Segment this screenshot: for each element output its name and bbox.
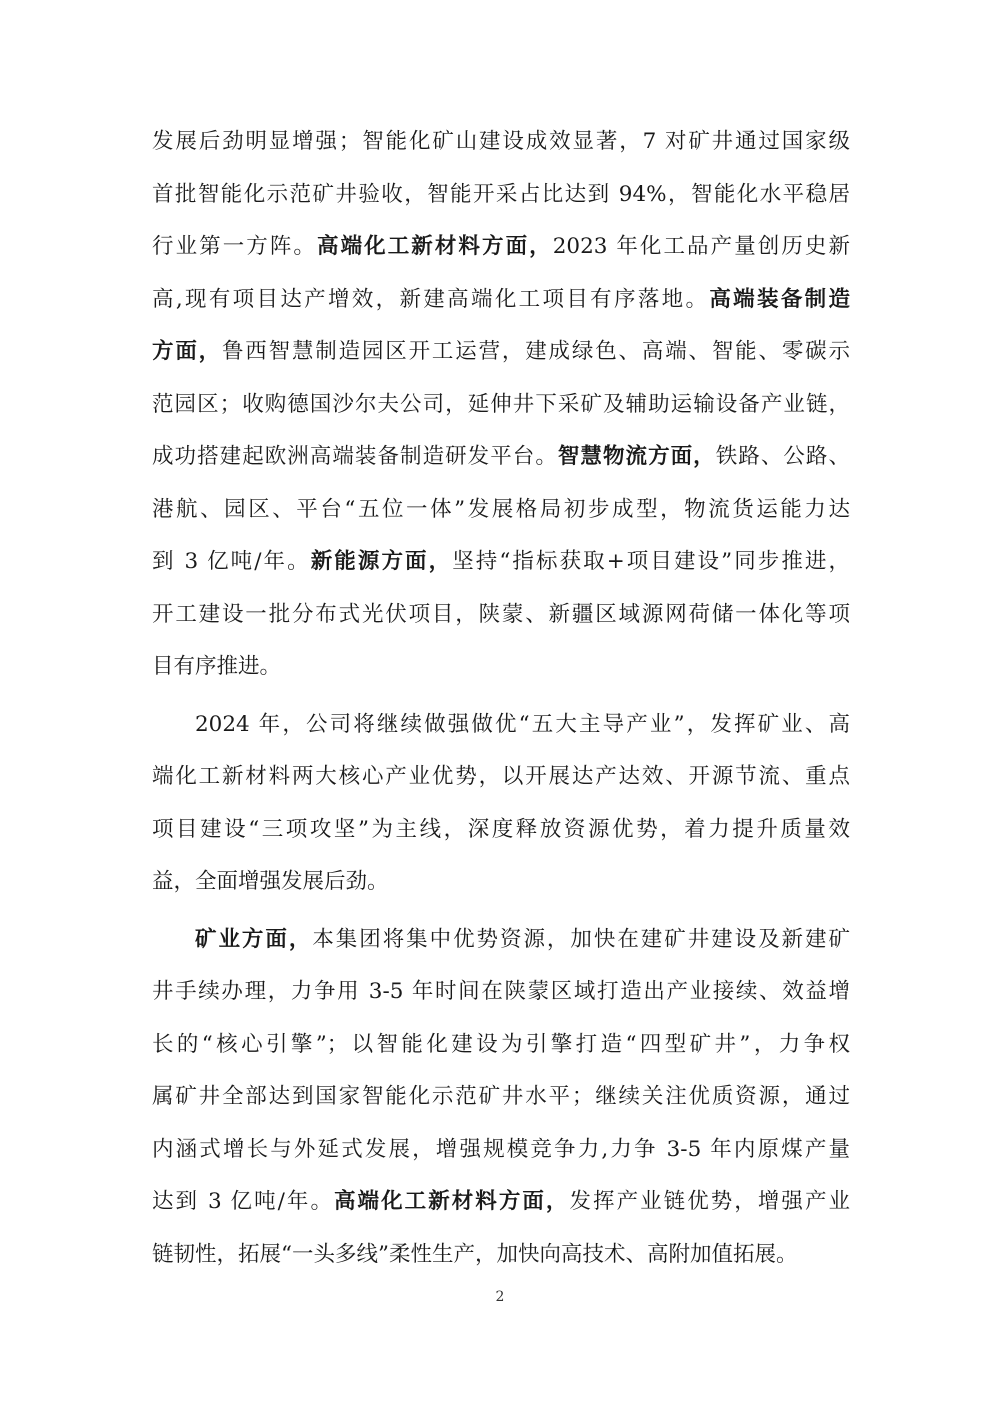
heading-mining: 矿业方面，	[195, 926, 313, 952]
heading-equipment-manufacturing: 高端装备制造	[709, 286, 850, 312]
text-line: 首批智能化示范矿井验收，智能开采占比达到 94%，智能化水平稳居	[152, 181, 850, 207]
heading-new-energy: 新能源方面，	[310, 549, 453, 574]
paragraph-mining-plan	[152, 914, 850, 1282]
page-number: 2	[495, 1289, 505, 1305]
text-line: 方面，鲁西智慧制造园区开工运营，建成绿色、高端、智能、零碳示	[152, 339, 850, 364]
text-line: 长的“核心引擎”；以智能化建设为引擎打造“四型矿井”，力争权	[152, 1031, 850, 1057]
text-line: 项目建设“三项攻坚”为主线，深度释放资源优势，着力提升质量效	[152, 816, 850, 842]
text-line: 目有序推进。	[152, 654, 282, 679]
text-line: 矿业方面，本集团将集中优势资源，加快在建矿井建设及新建矿	[195, 926, 850, 952]
text-line: 港航、园区、平台“五位一体”发展格局初步成型，物流货运能力达	[152, 496, 850, 522]
heading-smart-logistics: 智慧物流方面，	[557, 444, 716, 469]
text-line: 链韧性，拓展“一头多线”柔性生产，加快向高技术、高附加值拓展。	[152, 1241, 798, 1267]
text-line: 到 3 亿吨/年。新能源方面，坚持“指标获取+项目建设”同步推进，	[152, 549, 850, 574]
paragraph-2024-plan	[152, 699, 850, 909]
text-line: 端化工新材料两大核心产业优势，以开展达产达效、开源节流、重点	[152, 764, 850, 789]
paragraph-industry-progress	[152, 116, 850, 694]
text-line: 内涵式增长与外延式发展，增强规模竞争力,力争 3-5 年内原煤产量	[152, 1136, 850, 1162]
text-line: 发展后劲明显增强；智能化矿山建设成效显著，7 对矿井通过国家级	[152, 129, 850, 154]
text-line: 成功搭建起欧洲高端装备制造研发平台。智慧物流方面，铁路、公路、	[152, 444, 850, 469]
text-line: 2024 年，公司将继续做强做优“五大主导产业”，发挥矿业、高	[195, 711, 850, 737]
text-line: 高,现有项目达产增效，新建高端化工项目有序落地。高端装备制造	[152, 286, 850, 312]
heading-chemical-materials-plan: 高端化工新材料方面，	[334, 1189, 570, 1214]
text-line: 属矿井全部达到国家智能化示范矿井水平；继续关注优质资源，通过	[152, 1084, 850, 1109]
text-line: 井手续办理，力争用 3-5 年时间在陕蒙区域打造出产业接续、效益增	[152, 979, 850, 1004]
text-line: 范园区；收购德国沙尔夫公司，延伸井下采矿及辅助运输设备产业链，	[152, 391, 850, 417]
text-line: 达到 3 亿吨/年。高端化工新材料方面，发挥产业链优势，增强产业	[152, 1189, 850, 1214]
document-body	[152, 116, 850, 1281]
text-line: 开工建设一批分布式光伏项目，陕蒙、新疆区域源网荷储一体化等项	[152, 601, 850, 627]
heading-chemical-materials: 高端化工新材料方面，	[317, 234, 553, 259]
text-line: 行业第一方阵。高端化工新材料方面，2023 年化工品产量创历史新	[152, 234, 850, 259]
text-line: 益，全面增强发展后劲。	[152, 869, 389, 894]
